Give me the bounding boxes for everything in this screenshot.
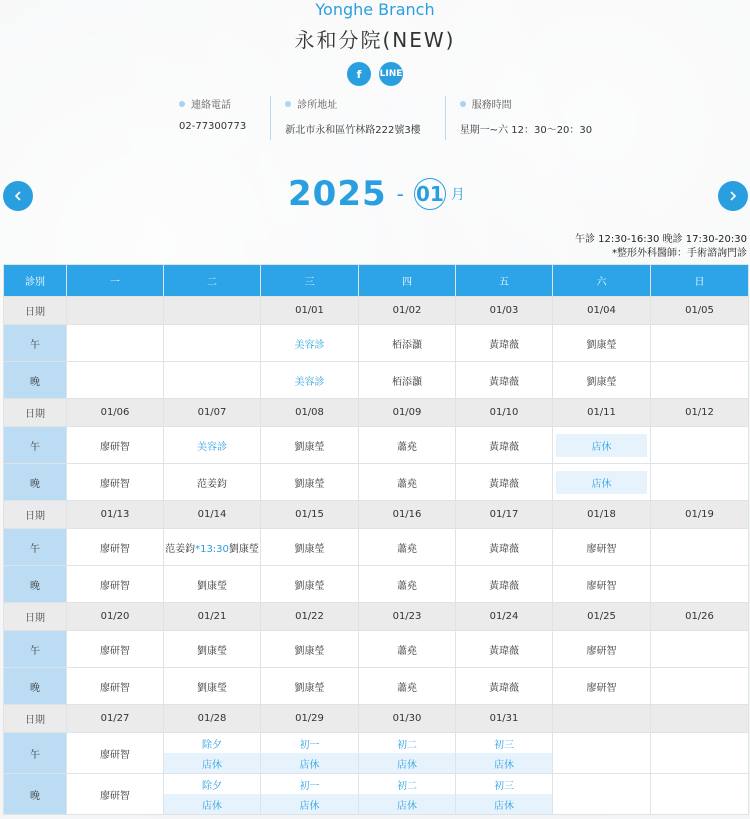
date-cell: 01/03 xyxy=(456,297,553,325)
doctor-cell: 蕭堯 xyxy=(359,464,456,501)
night-row xyxy=(4,362,749,399)
date-cell: 01/01 xyxy=(261,297,359,325)
doctor-cell: 廖研智 xyxy=(67,733,164,774)
doctor-cell: 蕭堯 xyxy=(359,668,456,705)
date-cell: 01/07 xyxy=(164,399,261,427)
clinic-hours-note: 午診 12:30-16:30 晚診 17:30-20:30 xyxy=(574,234,747,245)
year-label: 2025 xyxy=(288,174,387,214)
date-cell: 01/19 xyxy=(651,501,749,529)
date-row xyxy=(4,603,749,631)
holiday-cell xyxy=(456,733,553,774)
doctor-cell: 劉康瑩 xyxy=(553,325,651,362)
doctor-cell: 廖研智 xyxy=(553,631,651,668)
doctor-cell xyxy=(553,464,651,501)
noon-row xyxy=(4,529,749,566)
doctor-cell: 劉康瑩 xyxy=(261,566,359,603)
holiday-name: 初一 xyxy=(299,739,320,751)
date-cell: 01/18 xyxy=(553,501,651,529)
doctor-cell xyxy=(261,362,359,399)
doctor-cell: 黃瑋薇 xyxy=(456,325,553,362)
separator: - xyxy=(396,182,404,206)
doctor-cell: 廖研智 xyxy=(67,631,164,668)
doctor-cell xyxy=(651,325,749,362)
date-row xyxy=(4,297,749,325)
doctor-cell xyxy=(164,427,261,464)
closed-badge: 店休 xyxy=(164,794,260,814)
doctor-cell xyxy=(261,325,359,362)
col-header: 六 xyxy=(553,265,651,297)
doctor-cell: 栢添灝 xyxy=(359,325,456,362)
noon-row xyxy=(4,427,749,464)
closed-badge: 店休 xyxy=(556,434,647,457)
row-label-noon: 午 xyxy=(4,529,67,566)
facebook-icon[interactable]: f xyxy=(347,62,371,86)
night-row xyxy=(4,774,749,815)
date-cell: 01/10 xyxy=(456,399,553,427)
holiday-cell xyxy=(261,733,359,774)
doctor-cell: 劉康瑩 xyxy=(164,631,261,668)
table-header-row xyxy=(4,265,749,297)
doctor-cell: 蕭堯 xyxy=(359,529,456,566)
row-label-night: 晚 xyxy=(4,362,67,399)
row-label-date: 日期 xyxy=(4,297,67,325)
row-label-date: 日期 xyxy=(4,399,67,427)
date-cell: 01/25 xyxy=(553,603,651,631)
closed-badge: 店休 xyxy=(261,753,358,773)
row-label-night: 晚 xyxy=(4,566,67,603)
date-cell: 01/20 xyxy=(67,603,164,631)
doctor-cell xyxy=(651,464,749,501)
date-cell: 01/05 xyxy=(651,297,749,325)
closed-badge: 店休 xyxy=(456,753,552,773)
row-label-night: 晚 xyxy=(4,774,67,815)
noon-row xyxy=(4,733,749,774)
doctor-cell: 黃瑋薇 xyxy=(456,529,553,566)
holiday-name: 初一 xyxy=(299,780,320,792)
empty-cell xyxy=(553,733,651,774)
schedule-table xyxy=(3,264,749,815)
info-phone-label: 連絡電話 xyxy=(191,100,231,111)
doctor-cell: 黃瑋薇 xyxy=(456,631,553,668)
col-header: 三 xyxy=(261,265,359,297)
date-cell: 01/28 xyxy=(164,705,261,733)
shift-time: *13:30 xyxy=(195,543,229,555)
beauty-clinic-label: 美容診 xyxy=(294,376,325,388)
holiday-name: 初二 xyxy=(397,739,417,751)
doctor-cell: 蕭堯 xyxy=(359,566,456,603)
closed-badge: 店休 xyxy=(359,794,455,814)
row-label-noon: 午 xyxy=(4,325,67,362)
doctor-cell xyxy=(553,427,651,464)
doctor-cell xyxy=(651,427,749,464)
prev-month-button[interactable] xyxy=(3,181,33,211)
doctor-cell: 黃瑋薇 xyxy=(456,668,553,705)
doctor-cell: 廖研智 xyxy=(67,464,164,501)
social-links xyxy=(0,62,750,86)
date-cell: 01/06 xyxy=(67,399,164,427)
date-cell: 01/16 xyxy=(359,501,456,529)
holiday-cell xyxy=(359,733,456,774)
date-cell xyxy=(553,705,651,733)
date-cell: 01/17 xyxy=(456,501,553,529)
holiday-name: 除夕 xyxy=(202,739,222,751)
doctor-cell: 劉康瑩 xyxy=(261,668,359,705)
month-suffix: 月 xyxy=(450,187,465,203)
doctor-cell xyxy=(164,325,261,362)
closed-badge: 店休 xyxy=(164,753,260,773)
info-phone-value: 02-77300773 xyxy=(179,121,247,132)
night-row xyxy=(4,668,749,705)
doctor-cell: 廖研智 xyxy=(67,566,164,603)
night-row xyxy=(4,566,749,603)
doctor-cell xyxy=(651,362,749,399)
date-cell: 01/11 xyxy=(553,399,651,427)
branch-name-en: Yonghe Branch xyxy=(315,0,435,19)
date-row xyxy=(4,399,749,427)
doctor-cell xyxy=(67,325,164,362)
date-cell xyxy=(67,297,164,325)
doctor-cell xyxy=(651,668,749,705)
doctor-cell: 黃瑋薇 xyxy=(456,427,553,464)
date-row xyxy=(4,501,749,529)
line-icon[interactable]: LINE xyxy=(379,62,403,86)
row-label-noon: 午 xyxy=(4,427,67,464)
doctor-cell xyxy=(651,631,749,668)
row-label-noon: 午 xyxy=(4,631,67,668)
date-cell xyxy=(164,297,261,325)
closed-badge: 店休 xyxy=(556,471,647,494)
doctor-cell xyxy=(164,529,261,566)
col-header: 二 xyxy=(164,265,261,297)
holiday-cell xyxy=(261,774,359,815)
beauty-clinic-label: 美容診 xyxy=(197,441,227,453)
empty-cell xyxy=(553,774,651,815)
doctor-cell: 范姜鈞 xyxy=(164,464,261,501)
doctor-cell: 劉康瑩 xyxy=(164,566,261,603)
next-month-button[interactable] xyxy=(718,181,748,211)
date-cell: 01/29 xyxy=(261,705,359,733)
clinic-info xyxy=(165,96,616,140)
date-cell: 01/09 xyxy=(359,399,456,427)
row-label-date: 日期 xyxy=(4,705,67,733)
doctor-cell xyxy=(651,566,749,603)
date-cell: 01/12 xyxy=(651,399,749,427)
col-header: 日 xyxy=(651,265,749,297)
beauty-clinic-label: 美容診 xyxy=(294,339,325,351)
info-address xyxy=(271,96,445,140)
noon-row xyxy=(4,325,749,362)
col-header: 五 xyxy=(456,265,553,297)
empty-cell xyxy=(651,774,749,815)
doctor-cell: 黃瑋薇 xyxy=(456,464,553,501)
doctor-cell: 廖研智 xyxy=(67,774,164,815)
date-cell: 01/15 xyxy=(261,501,359,529)
holiday-name: 初三 xyxy=(494,739,514,751)
doctor-cell: 黃瑋薇 xyxy=(456,362,553,399)
doctor-cell: 栢添灝 xyxy=(359,362,456,399)
row-label-date: 日期 xyxy=(4,603,67,631)
doctor-cell: 劉康瑩 xyxy=(261,529,359,566)
doctor-cell xyxy=(651,529,749,566)
month-heading xyxy=(288,174,465,214)
info-hours-label: 服務時間 xyxy=(471,100,512,111)
doctor-cell: 廖研智 xyxy=(553,529,651,566)
doctor-name: 劉康瑩 xyxy=(228,543,259,555)
date-cell: 01/31 xyxy=(456,705,553,733)
date-cell xyxy=(651,705,749,733)
doctor-cell: 廖研智 xyxy=(553,668,651,705)
month-number: 01 xyxy=(414,178,446,210)
closed-badge: 店休 xyxy=(456,794,552,814)
doctor-cell: 黃瑋薇 xyxy=(456,566,553,603)
chevron-right-icon xyxy=(727,190,739,202)
chevron-left-icon xyxy=(12,190,24,202)
row-label-date: 日期 xyxy=(4,501,67,529)
date-cell: 01/23 xyxy=(359,603,456,631)
bullet-icon xyxy=(460,101,466,107)
bullet-icon xyxy=(179,101,185,107)
date-cell: 01/21 xyxy=(164,603,261,631)
date-cell: 01/24 xyxy=(456,603,553,631)
date-cell: 01/27 xyxy=(67,705,164,733)
date-cell: 01/08 xyxy=(261,399,359,427)
info-address-label: 診所地址 xyxy=(297,100,338,111)
holiday-cell xyxy=(164,774,261,815)
doctor-cell: 廖研智 xyxy=(67,668,164,705)
date-cell: 01/02 xyxy=(359,297,456,325)
info-hours-value: 星期一~六 12：30～20：30 xyxy=(459,125,593,136)
holiday-cell xyxy=(164,733,261,774)
doctor-cell: 廖研智 xyxy=(67,427,164,464)
row-label-noon: 午 xyxy=(4,733,67,774)
empty-cell xyxy=(651,733,749,774)
date-cell: 01/30 xyxy=(359,705,456,733)
night-row xyxy=(4,464,749,501)
doctor-cell: 蕭堯 xyxy=(359,427,456,464)
holiday-name: 初三 xyxy=(494,780,514,792)
doctor-cell: 劉康瑩 xyxy=(261,631,359,668)
closed-badge: 店休 xyxy=(261,794,358,814)
holiday-name: 初二 xyxy=(397,780,417,792)
date-cell: 01/26 xyxy=(651,603,749,631)
doctor-cell: 廖研智 xyxy=(553,566,651,603)
doctor-cell xyxy=(164,362,261,399)
doctor-name: 范姜鈞 xyxy=(165,543,196,555)
closed-badge: 店休 xyxy=(359,753,455,773)
date-cell: 01/04 xyxy=(553,297,651,325)
doctor-cell: 劉康瑩 xyxy=(553,362,651,399)
info-phone xyxy=(165,96,271,140)
date-cell: 01/22 xyxy=(261,603,359,631)
info-hours xyxy=(446,96,616,140)
col-header: 四 xyxy=(359,265,456,297)
doctor-cell: 劉康瑩 xyxy=(261,427,359,464)
holiday-name: 除夕 xyxy=(202,780,222,792)
doctor-cell: 劉康瑩 xyxy=(261,464,359,501)
doctor-cell: 蕭堯 xyxy=(359,631,456,668)
holiday-cell xyxy=(359,774,456,815)
noon-row xyxy=(4,631,749,668)
col-header: 一 xyxy=(67,265,164,297)
holiday-cell xyxy=(456,774,553,815)
date-cell: 01/13 xyxy=(67,501,164,529)
col-header: 診別 xyxy=(4,265,67,297)
date-cell: 01/14 xyxy=(164,501,261,529)
row-label-night: 晚 xyxy=(4,464,67,501)
date-row xyxy=(4,705,749,733)
surgeon-note: *整形外科醫師：手術諮詢門診 xyxy=(612,248,747,259)
row-label-night: 晚 xyxy=(4,668,67,705)
branch-name-zh: 永和分院(NEW) xyxy=(294,28,456,52)
doctor-cell: 劉康瑩 xyxy=(164,668,261,705)
info-address-value: 新北市永和區竹林路222號3樓 xyxy=(285,125,421,136)
bullet-icon xyxy=(285,101,291,107)
doctor-cell xyxy=(67,362,164,399)
doctor-cell: 廖研智 xyxy=(67,529,164,566)
